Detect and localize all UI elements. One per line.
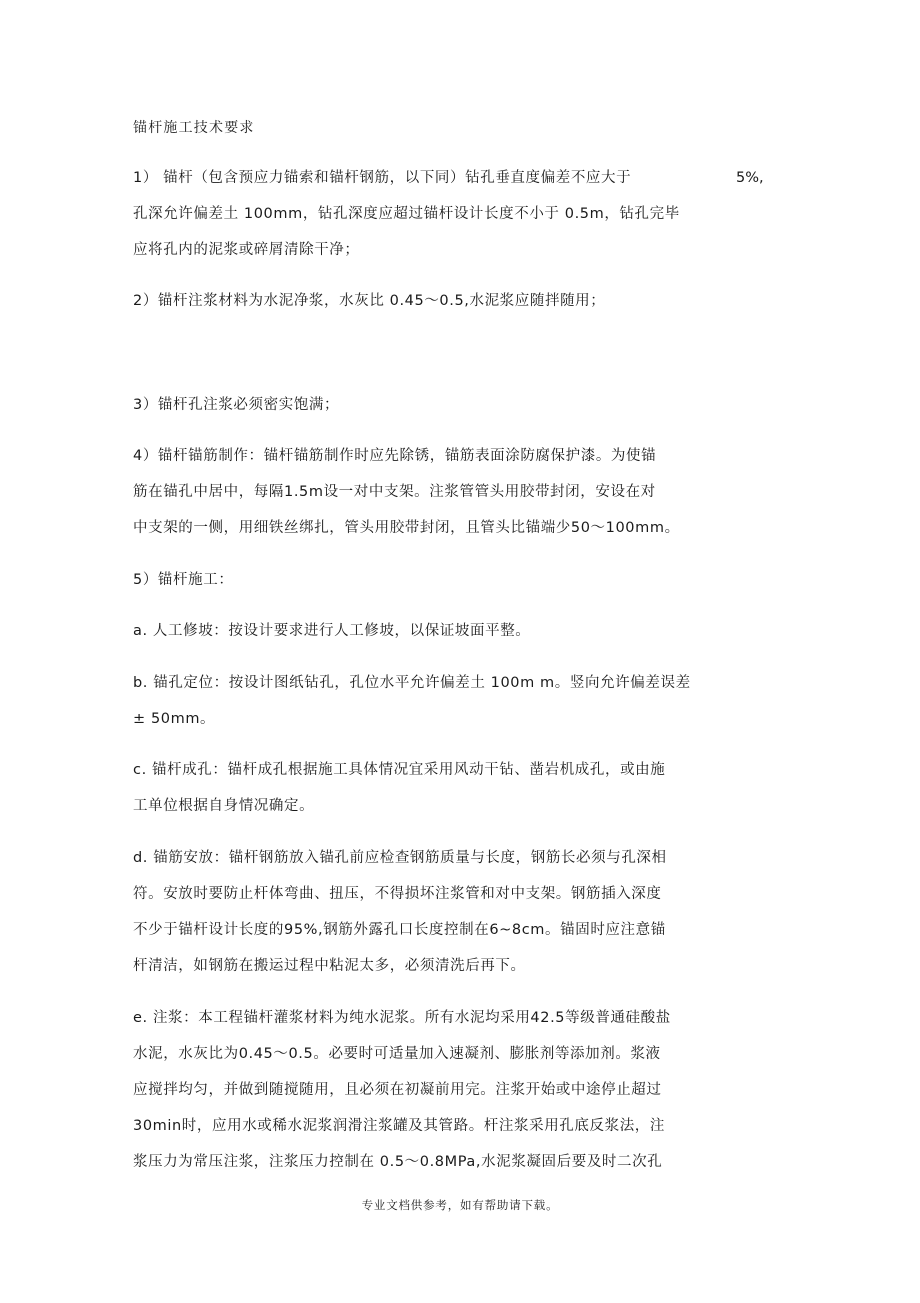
paragraph-line: 4）锚杆锚筋制作：锚杆锚筋制作时应先除锈，锚筋表面涂防腐保护漆。为使锚: [133, 448, 657, 464]
paragraph-line: 工单位根据自身情况确定。: [133, 798, 315, 814]
paragraph-line: 浆压力为常压注浆，注浆压力控制在 0.5～0.8MPa,水泥浆凝固后要及时二次孔: [133, 1154, 663, 1170]
paragraph-line: ± 50mm。: [133, 711, 216, 727]
paragraph-line: e. 注浆：本工程锚杆灌浆材料为纯水泥浆。所有水泥均采用42.5等级普通硅酸盐: [133, 1010, 671, 1026]
paragraph-line: 5）锚杆施工：: [133, 572, 234, 588]
paragraph-line: 应搅拌均匀，并做到随搅随用，且必须在初凝前用完。注浆开始或中途停止超过: [133, 1082, 662, 1098]
page-footer: 专业文档供参考，如有帮助请下载。: [361, 1198, 559, 1212]
document-title: 锚杆施工技术要求: [133, 120, 255, 136]
paragraph-line: 筋在锚孔中居中，每隔1.5m设一对中支架。注浆管管头用胶带封闭，安设在对: [133, 484, 656, 500]
paragraph-line: 2）锚杆注浆材料为水泥净浆，水灰比 0.45～0.5,水泥浆应随拌随用；: [133, 293, 606, 309]
paragraph-line: b. 锚孔定位：按设计图纸钻孔，孔位水平允许偏差土 100m m。竖向允许偏差误差: [133, 675, 691, 691]
paragraph-line: c. 锚杆成孔：锚杆成孔根据施工具体情况宜采用风动干钻、凿岩机成孔，或由施: [133, 762, 666, 778]
paragraph-line: 1） 锚杆（包含预应力锚索和锚杆钢筋，以下同）钻孔垂直度偏差不应大于: [133, 170, 632, 186]
paragraph-line: 不少于锚杆设计长度的95%,钢筋外露孔口长度控制在6~8cm。锚固时应注意锚: [133, 922, 666, 938]
paragraph-line: 符。安放时要防止杆体弯曲、扭压，不得损坏注浆管和对中支架。钢筋插入深度: [133, 886, 662, 902]
paragraph-line: 中支架的一侧，用细铁丝绑扎，管头用胶带封闭，且管头比锚端少50～100mm。: [133, 520, 680, 536]
deviation-value: 5%,: [736, 170, 764, 186]
paragraph-line: 30min时，应用水或稀水泥浆润滑注浆罐及其管路。杆注浆采用孔底反浆法，注: [133, 1118, 665, 1134]
paragraph-line: 3）锚杆孔注浆必须密实饱满；: [133, 397, 340, 413]
paragraph-line: 孔深允许偏差土 100mm，钻孔深度应超过锚杆设计长度不小于 0.5m，钻孔完毕: [133, 206, 680, 222]
paragraph-line: 应将孔内的泥浆或碎屑清除干净；: [133, 242, 360, 258]
paragraph-line: 杆清洁，如钢筋在搬运过程中粘泥太多，必须清洗后再下。: [133, 958, 526, 974]
paragraph-line: a. 人工修坡：按设计要求进行人工修坡，以保证坡面平整。: [133, 623, 531, 639]
paragraph-line: d. 锚筋安放：锚杆钢筋放入锚孔前应检查钢筋质量与长度，钢筋长必须与孔深相: [133, 850, 667, 866]
paragraph-line: 水泥，水灰比为0.45～0.5。必要时可适量加入速凝剂、膨胀剂等添加剂。浆液: [133, 1046, 661, 1062]
